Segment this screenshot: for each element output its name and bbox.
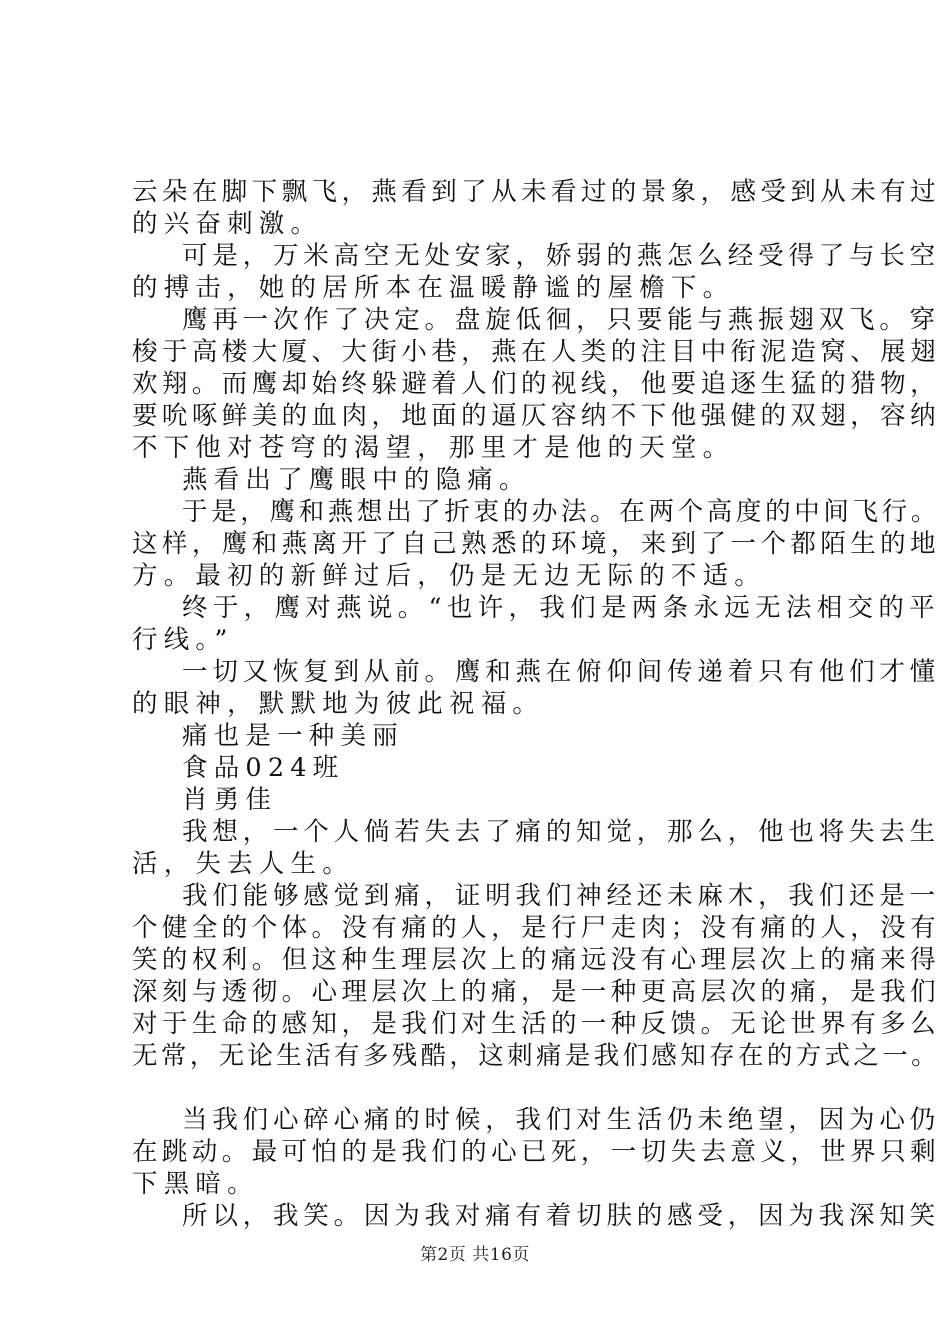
text-line: 在跳动。最可怕的是我们的心已死，一切失去意义，世界只剩: [132, 1137, 940, 1167]
text-line: 行线。”: [132, 625, 234, 655]
text-line: 活，失去人生。: [132, 849, 354, 879]
text-line: 深刻与透彻。心理层次上的痛，是一种更高层次的痛，是我们: [132, 977, 940, 1007]
text-line: 的搏击，她的居所本在温暖静谧的屋檐下。: [132, 273, 735, 303]
text-line: 笑的权利。但这种生理层次上的痛远没有心理层次上的痛来得: [132, 945, 940, 975]
text-line: 欢翔。而鹰却始终躲避着人们的视线，他要追逐生猛的猎物，: [132, 369, 940, 399]
text-line: 可是，万米高空无处安家，娇弱的燕怎么经受得了与长空: [182, 241, 940, 271]
text-line: 要吮啄鲜美的血肉，地面的逼仄容纳不下他强健的双翅，容纳: [132, 401, 940, 431]
text-line: 当我们心碎心痛的时候，我们对生活仍未绝望，因为心仍: [182, 1105, 940, 1135]
text-line: 个健全的个体。没有痛的人，是行尸走肉；没有痛的人，没有: [132, 913, 940, 943]
text-line: 的眼神，默默地为彼此祝福。: [132, 689, 545, 719]
text-line: 无常，无论生活有多残酷，这刺痛是我们感知存在的方式之一。: [132, 1041, 940, 1071]
text-line: 所以，我笑。因为我对痛有着切肤的感受，因为我深知笑: [182, 1201, 940, 1231]
section-title: 痛也是一种美丽: [182, 721, 404, 751]
text-line: 我想，一个人倘若失去了痛的知觉，那么，他也将失去生: [182, 817, 940, 847]
text-line: 终于，鹰对燕说。“也许，我们是两条永远无法相交的平: [182, 593, 940, 623]
text-line: 下黑暗。: [132, 1169, 259, 1199]
text-line: 燕看出了鹰眼中的隐痛。: [182, 465, 531, 495]
text-line: 的兴奋刺激。: [132, 209, 323, 239]
text-line: 云朵在脚下飘飞，燕看到了从未看过的景象，感受到从未有过: [132, 177, 940, 207]
page-number-footer: 第2页 共16页: [420, 1245, 530, 1265]
text-line: 于是，鹰和燕想出了折衷的办法。在两个高度的中间飞行。: [182, 497, 940, 527]
text-line: 方。最初的新鲜过后，仍是无边无际的不适。: [132, 561, 767, 591]
text-line: 不下他对苍穹的渴望，那里才是他的天堂。: [132, 433, 735, 463]
text-line: 对于生命的感知，是我们对生活的一种反馈。无论世界有多么: [132, 1009, 940, 1039]
class-name: 食品024班: [182, 753, 345, 783]
text-line: 梭于高楼大厦、大街小巷，燕在人类的注目中衔泥造窝、展翅: [132, 337, 940, 367]
text-line: 鹰再一次作了决定。盘旋低徊，只要能与燕振翅双飞。穿: [182, 305, 940, 335]
text-line: 一切又恢复到从前。鹰和燕在俯仰间传递着只有他们才懂: [182, 657, 940, 687]
text-line: 这样，鹰和燕离开了自己熟悉的环境，来到了一个都陌生的地: [132, 529, 940, 559]
author-name: 肖勇佳: [182, 785, 278, 815]
text-line: 我们能够感觉到痛，证明我们神经还未麻木，我们还是一: [182, 881, 940, 911]
